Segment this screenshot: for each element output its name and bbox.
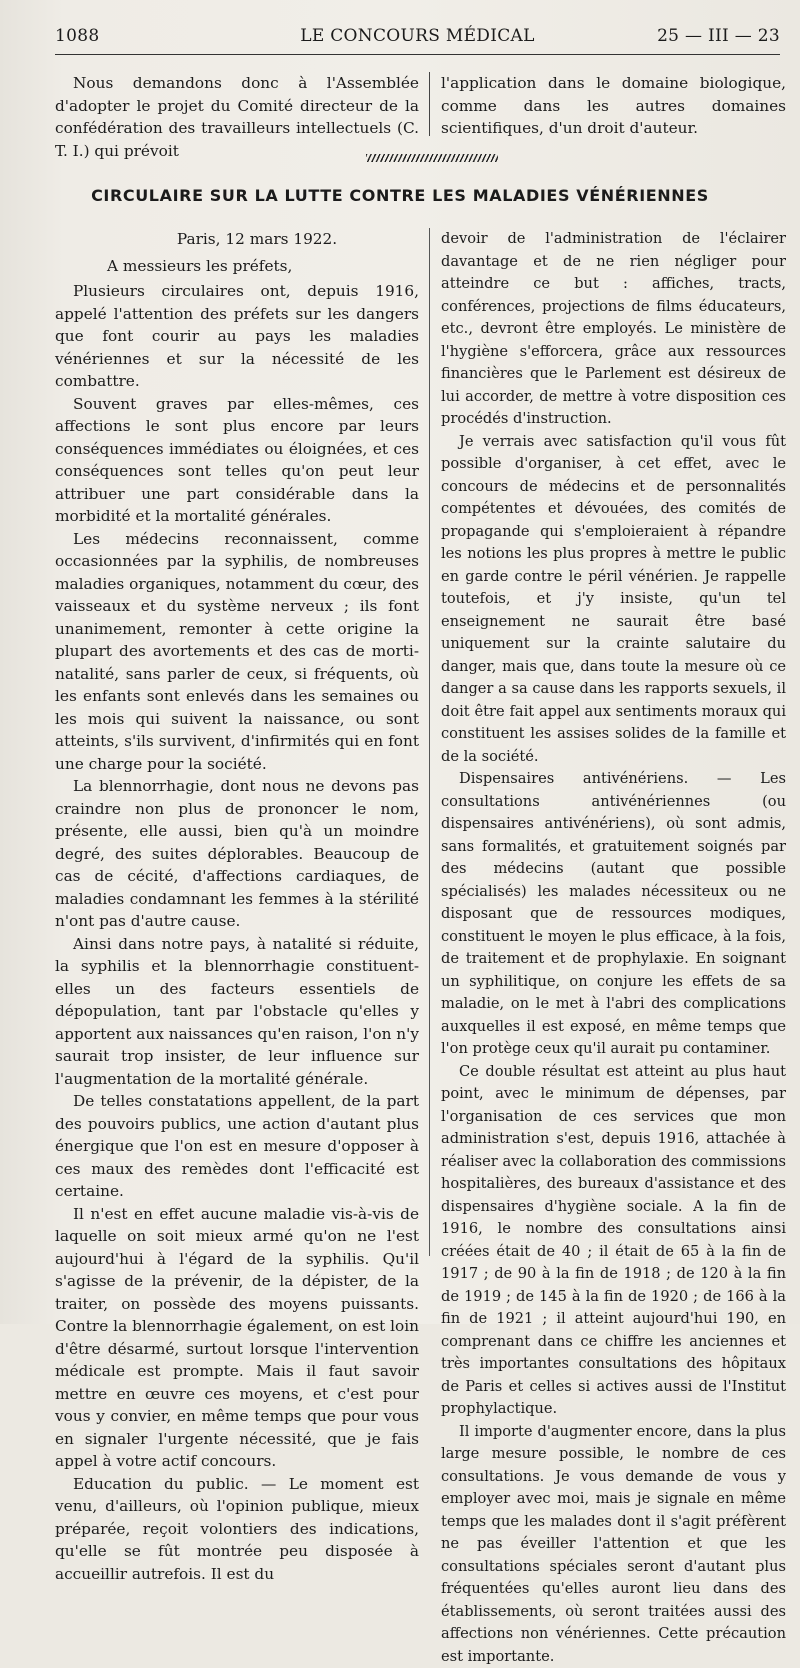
paragraph: La blennorrhagie, dont nous ne devons pas craindre non plus de prononcer le nom, présente, elle aussi, bien qu'à un moindre degré, des suites déplorables. Beaucoup de cas de cécité, d'affections cardiaques, de maladies condamnant les femmes à la stérilité n'ont pas d'autre cause. bbox=[55, 775, 419, 933]
intro-left-text: Nous demandons donc à l'Assemblée d'adopter le projet du Comité directeur de la confédération des travailleurs intellectuels (C. T. I.) qui prévoit bbox=[55, 72, 419, 162]
paragraph: Ce double résultat est atteint au plus haut point, avec le minimum de dépenses, par l'organisation de ces services que mon administration s'est, depuis 1916, attachée à réaliser avec la collaboration des commissions hospitalières, des bureaux d'assistance et des dispensaires d'hygiène sociale. A la fin de 1916, le nombre des consultations ainsi créées était de 40 ; il était de 65 à la fin de 1917 ; de 90 à la fin de 1918 ; de 120 à la fin de 1919 ; de 145 à la fin de 1920 ; de 166 à la fin de 1921 ; il atteint aujourd'hui 190, en comprenant dans ce chiffre les anciennes et très importantes consultations des hôpitaux de Paris et celles si actives aussi de l'Institut prophylactique. bbox=[441, 1061, 786, 1421]
intro-right-text: l'application dans le domaine biologique, comme dans les autres domaines scientifiques, d'un droit d'auteur. bbox=[441, 72, 786, 140]
article-title: CIRCULAIRE SUR LA LUTTE CONTRE LES MALADIES VÉNÉRIENNES bbox=[0, 186, 800, 205]
dateline: Paris, 12 mars 1922. bbox=[55, 228, 419, 251]
journal-title: LE CONCOURS MÉDICAL bbox=[55, 26, 780, 46]
header-rule bbox=[55, 54, 780, 55]
paragraph: Ainsi dans notre pays, à natalité si réduite, la syphilis et la blennorrhagie constituent-elles un des facteurs essentiels de dépopulation, tant par l'obstacle qu'elles y apportent aux naissances qu'en raison, l'on n'y saurait trop insister, de leur influence sur l'augmentation de la mortalité générale. bbox=[55, 933, 419, 1091]
paragraph: Je verrais avec satisfaction qu'il vous fût possible d'organiser, à cet effet, avec le concours de médecins et de personnalités compétentes et dévouées, des comités de propagande qui s'emploieraient à répandre les notions les plus propres à mettre le public en garde contre le péril vénérien. Je rappelle toutefois, et j'y insiste, qu'un tel enseignement ne saurait être basé uniquement sur la crainte salutaire du danger, mais que, dans toute la mesure où ce danger a sa cause dans les rapports sexuels, il doit être fait appel aux sentiments moraux qui constituent les assises solides de la famille et de la société. bbox=[441, 431, 786, 769]
article-left-column bbox=[55, 228, 419, 1585]
column-divider bbox=[429, 228, 430, 1256]
paragraph: Dispensaires antivénériens. — Les consultations antivénériennes (ou dispensaires antivénériens), où sont admis, sans formalités, et gratuitement soignés par des médecins (autant que possible spécialisés) les malades nécessiteux ou ne disposant que de ressources modiques, constituent le moyen le plus efficace, à la fois, de traitement et de prophylaxie. En soignant un syphilitique, on conjure les effets de sa maladie, on le met à l'abri des complications auxquelles il est exposé, en même temps que l'on protège ceux qu'il aurait pu contaminer. bbox=[441, 768, 786, 1061]
intro-right-column bbox=[441, 72, 786, 140]
paragraph: Education du public. — Le moment est venu, d'ailleurs, où l'opinion publique, mieux préparée, reçoit volontiers des indications, qu'elle se fût montrée peu disposée à accueillir autrefois. Il est du bbox=[55, 1473, 419, 1586]
paragraph: Il n'est en effet aucune maladie vis-à-vis de laquelle on soit mieux armé qu'on ne l'est aujourd'hui à l'égard de la syphilis. Qu'il s'agisse de la prévenir, de la dépister, de la traiter, on possède des moyens puissants. Contre la blennorrhagie également, on est loin d'être désarmé, surtout lorsque l'intervention médicale est prompte. Mais il faut savoir mettre en œuvre ces moyens, et c'est pour vous y convier, en même temps que pour vous en signaler l'urgente nécessité, que je fais appel à votre actif concours. bbox=[55, 1203, 419, 1473]
paragraph: De telles constatations appellent, de la part des pouvoirs publics, une action d'autant plus énergique que l'on est en mesure d'opposer à ces maux des remèdes dont l'efficacité est certaine. bbox=[55, 1090, 419, 1203]
article-right-column bbox=[441, 228, 786, 1668]
running-head bbox=[55, 26, 780, 52]
paragraph: Plusieurs circulaires ont, depuis 1916, appelé l'attention des préfets sur les dangers que font courir au pays les maladies vénériennes et sur la nécessité de les combattre. bbox=[55, 280, 419, 393]
paragraph: Il importe d'augmenter encore, dans la plus large mesure possible, le nombre de ces consultations. Je vous demande de vous y employer avec moi, mais je signale en même temps que les malades dont il s'agit préfèrent ne pas éveiller l'attention et que les consultations spéciales seront d'autant plus fréquentées qu'elles auront lieu dans des établissements, où seront traitées aussi des affections non vénériennes. Cette précaution est importante. bbox=[441, 1421, 786, 1668]
column-divider-top bbox=[429, 72, 430, 136]
paragraph: Les médecins reconnaissent, comme occasionnées par la syphilis, de nombreuses maladies organiques, notamment du cœur, des vaisseaux et du système nerveux ; ils font unanimement, remonter à cette origine la plupart des avortements et des cas de morti-natalité, sans parler de ceux, si fréquents, où les enfants sont enlevés dans les semaines ou les mois qui suivent la naissance, ou sont atteints, s'ils survivent, d'infirmités qui en font une charge pour la société. bbox=[55, 528, 419, 776]
intro-left-column bbox=[55, 72, 419, 162]
section-ornament bbox=[366, 154, 498, 162]
page-number: 1088 bbox=[55, 26, 99, 46]
paragraph: devoir de l'administration de l'éclairer davantage et de ne rien négliger pour atteindre ce but : affiches, tracts, conférences, projections de films éducateurs, etc., devront être employés. Le ministère de l'hygiène s'efforcera, grâce aux ressources financières que le Parlement est désireux de lui accorder, de mettre à votre disposition ces procédés d'instruction. bbox=[441, 228, 786, 431]
issue-date: 25 — III — 23 bbox=[657, 26, 780, 46]
salutation: A messieurs les préfets, bbox=[55, 255, 419, 278]
paragraph: Souvent graves par elles-mêmes, ces affections le sont plus encore par leurs conséquences immédiates ou éloignées, et ces conséquences sont telles qu'on peut leur attribuer une part considérable dans la morbidité et la mortalité générales. bbox=[55, 393, 419, 528]
